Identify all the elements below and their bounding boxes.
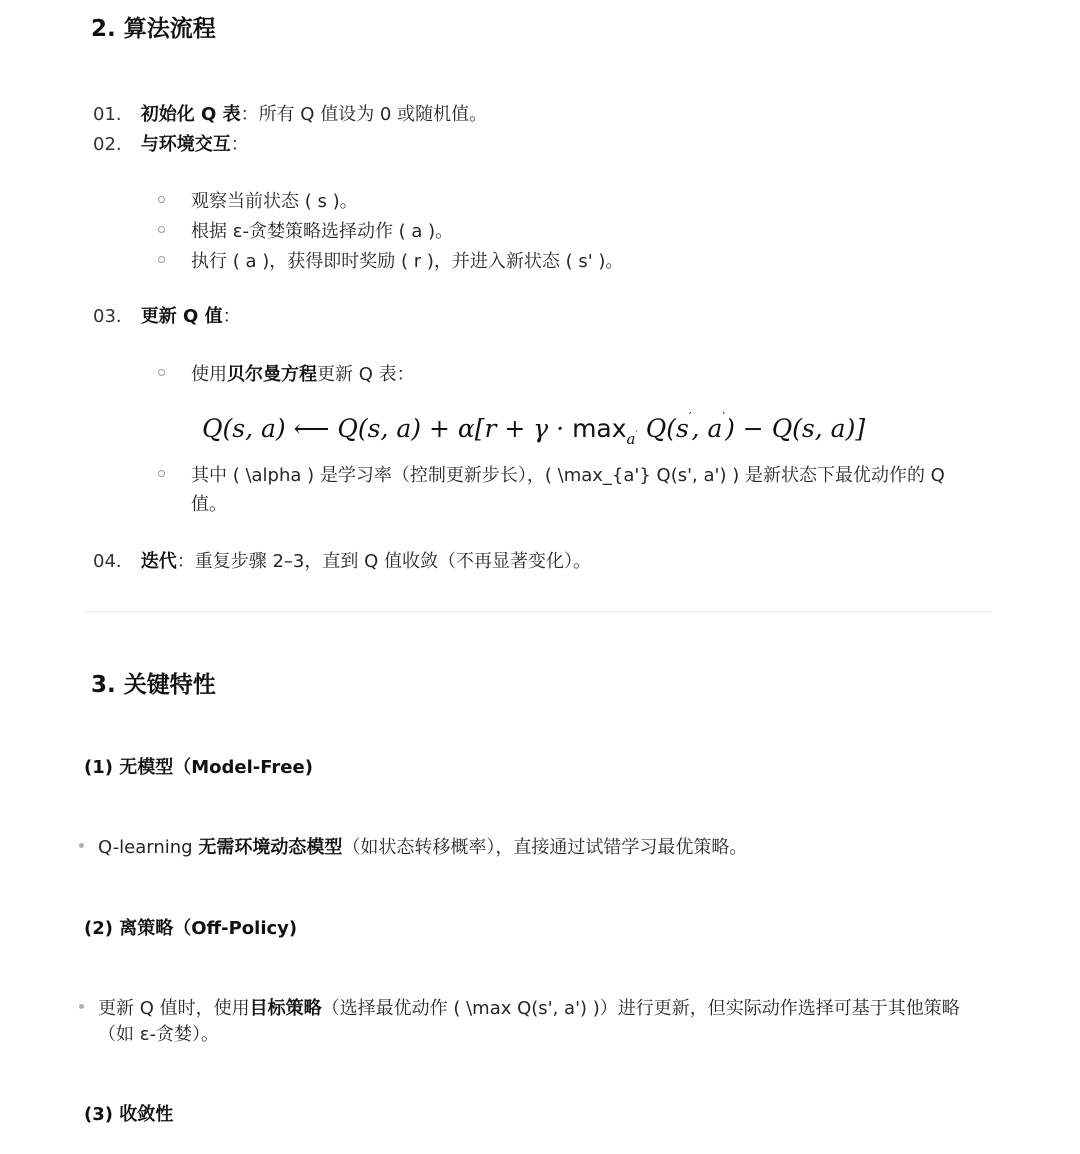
- feature-text-off-policy: 更新 Q 值时，使用目标策略（选择最优动作 ( \max Q(s', a') )）进行更新，但实际动作选择可基于其他策略: [98, 998, 960, 1019]
- step-text: ：: [222, 306, 241, 327]
- bold-term: 目标策略: [249, 998, 322, 1019]
- step-number: 02.: [93, 134, 122, 155]
- bullet-circle-icon: [158, 470, 165, 477]
- section-heading-key-features: 3. 关键特性: [91, 672, 216, 698]
- bellman-formula: Q(s, a) ⟵ Q(s, $a) + \alpha[r + \gamma \cdot \max_{a'} Q(s'$, a′) − Q(s, a)]: [202, 410, 866, 448]
- bullet-circle-icon: [158, 196, 165, 203]
- step-title: 初始化 Q 表: [140, 104, 241, 125]
- step-number: 03.: [93, 306, 122, 327]
- feature-text-model-free: Q-learning 无需环境动态模型（如状态转移概率），直接通过试错学习最优策略。: [98, 837, 748, 858]
- bullet-circle-icon: [158, 256, 165, 263]
- step-title: 迭代: [140, 551, 177, 572]
- sub-item-execute-action: 执行 ( a )，获得即时奖励 ( r )，并进入新状态 ( s' )。: [191, 251, 624, 272]
- bullet-dot-icon: [79, 1004, 84, 1009]
- bellman-equation-term: 贝尔曼方程: [227, 364, 317, 385]
- section-heading-algorithm: 2. 算法流程: [91, 16, 216, 42]
- list-item-step-04: [93, 547, 591, 573]
- step-text: ：: [230, 134, 249, 155]
- list-item-step-03: [93, 302, 241, 328]
- list-item-step-02: [93, 130, 249, 156]
- feature-title-model-free: (1) 无模型（Model-Free): [84, 757, 313, 778]
- sub-item-observe-state: 观察当前状态 ( s )。: [191, 191, 358, 212]
- feature-text-off-policy-cont: （如 ε-贪婪）。: [98, 1024, 219, 1045]
- step-text: ：所有 Q 值设为 0 或随机值。: [240, 104, 488, 125]
- list-item-step-01: [93, 100, 487, 126]
- step-title: 更新 Q 值: [140, 306, 223, 327]
- step-text: ：重复步骤 2–3，直到 Q 值收敛（不再显著变化）。: [176, 551, 591, 572]
- bullet-circle-icon: [158, 226, 165, 233]
- sub-item-alpha-explanation: 其中 ( \alpha ) 是学习率（控制更新步长），( \max_{a'} Q(s', a') ) 是新状态下最优动作的 Q: [191, 465, 945, 486]
- left-arrow-icon: ⟵: [293, 414, 330, 443]
- step-number: 04.: [93, 551, 122, 572]
- sub-item-alpha-explanation-cont: 值。: [191, 494, 227, 515]
- feature-title-off-policy: (2) 离策略（Off-Policy): [84, 918, 298, 939]
- sub-item-select-action: 根据 ε-贪婪策略选择动作 ( a )。: [191, 221, 454, 242]
- bold-term: 无需环境动态模型: [198, 837, 343, 858]
- feature-title-convergence: (3) 收敛性: [84, 1104, 174, 1125]
- section-divider: [84, 611, 992, 612]
- bullet-circle-icon: [158, 369, 165, 376]
- step-title: 与环境交互: [140, 134, 231, 155]
- step-number: 01.: [93, 104, 122, 125]
- sub-item-bellman: 使用贝尔曼方程更新 Q 表：: [191, 364, 415, 385]
- bullet-dot-icon: [79, 843, 84, 848]
